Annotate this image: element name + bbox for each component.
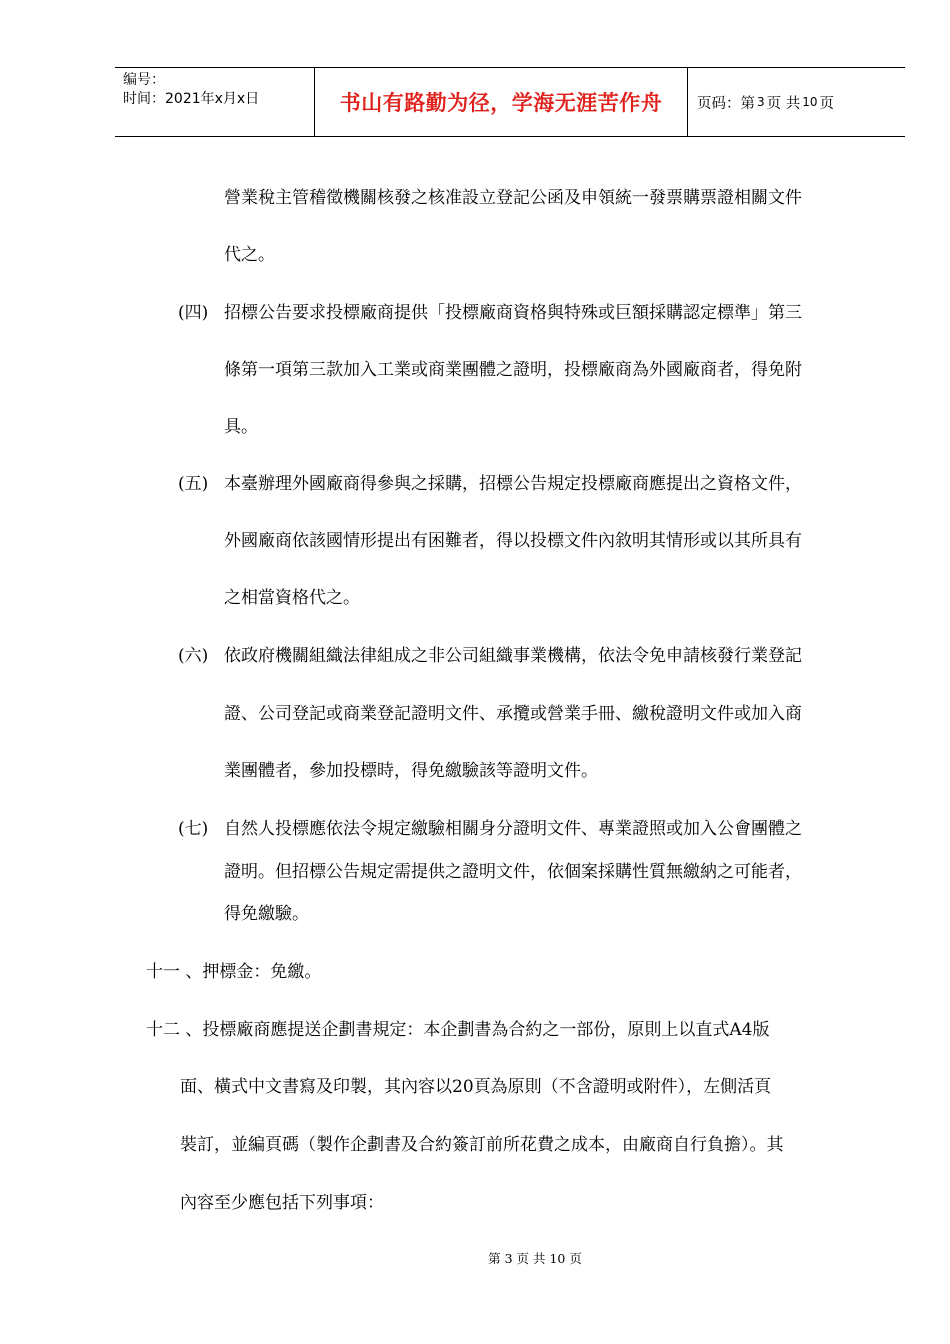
paragraph-line: 面、橫式中文書寫及印製，其內容以20頁為原則（不含證明或附件），左側活頁 (180, 1077, 772, 1097)
page-mid: 页 共 (766, 95, 801, 112)
paragraph-line: 證、公司登記或商業登記證明文件、承攬或營業手冊、繳稅證明文件或加入商 (224, 704, 802, 724)
page-current: 3 (757, 95, 765, 109)
item-marker: (六) (178, 646, 209, 666)
paragraph-line: 營業稅主管稽徵機關核發之核准設立登記公函及申領統一發票購票證相關文件 (224, 188, 802, 208)
page-footer: 第 3 页 共 10 页 (488, 1251, 582, 1266)
header-motto: 书山有路勤为径，学海无涯苦作舟 (315, 68, 688, 136)
paragraph-line: 證明。但招標公告規定需提供之證明文件，依個案採購性質無繳納之可能者， (224, 862, 802, 882)
paragraph-line: 本臺辦理外國廠商得參與之採購，招標公告規定投標廠商應提出之資格文件， (224, 474, 802, 494)
paragraph-line: 自然人投標應依法令規定繳驗相關身分證明文件、專業證照或加入公會團體之 (224, 819, 802, 839)
paragraph-line: 之相當資格代之。 (224, 588, 360, 608)
item-marker: (四) (178, 303, 209, 323)
header-page-number (688, 68, 905, 136)
paragraph-line: 業團體者，參加投標時，得免繳驗該等證明文件。 (224, 761, 598, 781)
paragraph-line: 依政府機關組織法律組成之非公司組織事業機構，依法令免申請核發行業登記 (224, 646, 802, 666)
header-meta (115, 68, 315, 136)
time-label: 时间：2021年x月x日 (123, 91, 260, 107)
paragraph-line: 具。 (224, 417, 258, 437)
paragraph-line: 條第一項第三款加入工業或商業團體之證明，投標廠商為外國廠商者，得免附 (224, 360, 802, 380)
section-heading: 十二 、投標廠商應提送企劃書規定：本企劃書為合約之一部份，原則上以直式A4版 (146, 1020, 770, 1040)
item-marker: (五) (178, 474, 209, 494)
page-suffix: 页 (819, 95, 835, 112)
page-total: 10 (802, 95, 818, 109)
paragraph-line: 招標公告要求投標廠商提供「投標廠商資格與特殊或巨額採購認定標準」第三 (224, 303, 802, 323)
serial-label: 编号： (123, 72, 165, 88)
paragraph-line: 得免繳驗。 (224, 904, 309, 924)
section-heading: 十一 、押標金：免繳。 (146, 962, 322, 982)
paragraph-line: 外國廠商依該國情形提出有困難者，得以投標文件內敘明其情形或以其所具有 (224, 531, 802, 551)
paragraph-line: 裝訂，並編頁碼（製作企劃書及合約簽訂前所花費之成本，由廠商自行負擔）。其 (180, 1135, 784, 1155)
page-header (115, 67, 905, 137)
item-marker: (七) (178, 819, 209, 839)
paragraph-line: 內容至少應包括下列事項： (180, 1193, 384, 1213)
paragraph-line: 代之。 (224, 245, 275, 265)
page-prefix: 页码：第 (697, 95, 755, 112)
